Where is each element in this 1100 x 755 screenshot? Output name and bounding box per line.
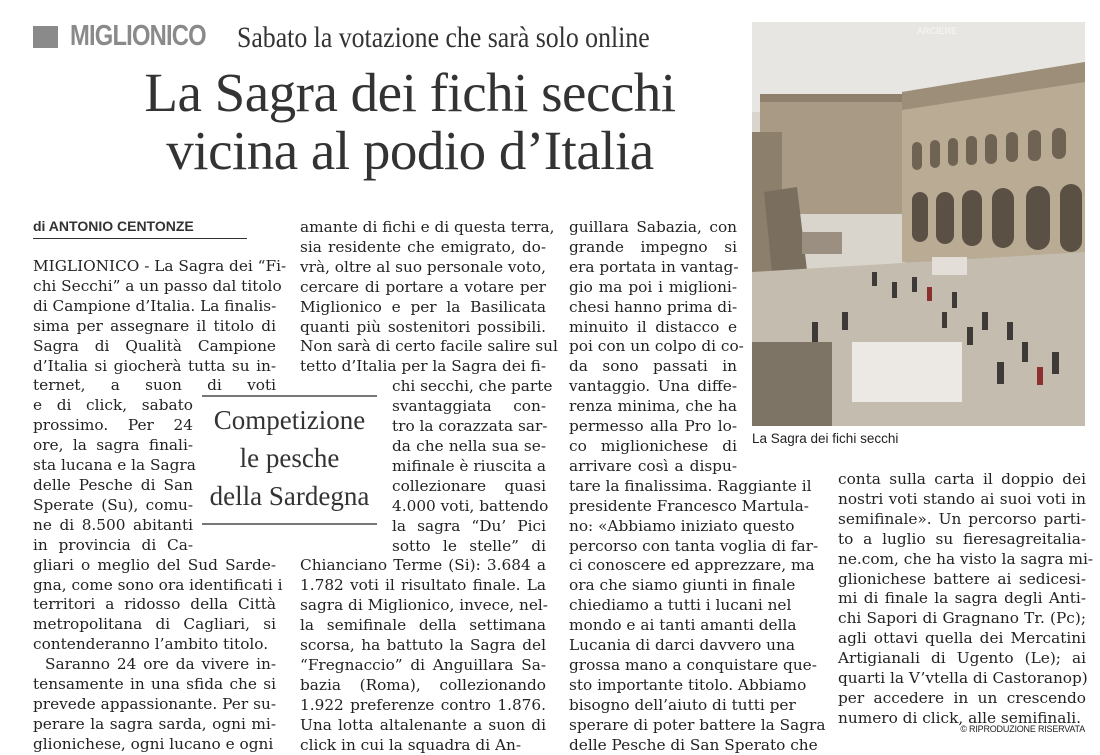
- article-line: poi con un colpo di co-: [569, 337, 744, 356]
- article-line: ore, la sagra finali-: [33, 436, 193, 455]
- article-line: amante di fichi e di questa terra,: [300, 218, 555, 236]
- article-line: nostri voti stando ai suoi voti in: [838, 489, 1086, 508]
- article-line: scorsa, ha battuto la Sagra del: [300, 636, 546, 655]
- article-line: glionichese, ogni lucano e ogni: [33, 734, 274, 753]
- article-photo: [752, 22, 1085, 426]
- article-line: vrà, oltre al suo personale voto,: [300, 257, 546, 276]
- article-line: ne di 8.500 abitanti: [33, 515, 193, 534]
- article-line: collezionare quasi: [392, 476, 546, 495]
- article-line: conta sulla carta il doppio dei: [838, 470, 1086, 488]
- article-line: chi secchi, che parte: [392, 377, 553, 396]
- article-line: percorso con tanta voglia di far-: [569, 536, 819, 555]
- kicker-location: MIGLIONICO: [70, 20, 206, 52]
- article-line: Non sarà di certo facile salire sul: [300, 337, 558, 356]
- article-line: chesi hanno prima di-: [569, 297, 738, 316]
- article-line: agli ottavi quella dei Mercatini: [838, 629, 1086, 648]
- article-column-4: [838, 470, 1094, 729]
- headline-line: vicina al podio d’Italia: [166, 120, 654, 181]
- article-line: Miglionico e per la Basilicata: [300, 297, 546, 316]
- article-line: ne.com, che ha visto la sagra mi-: [838, 549, 1094, 568]
- article-line: sagra di Miglionico, invece, nel-: [300, 596, 548, 615]
- copyright-notice: © RIPRODUZIONE RISERVATA: [960, 724, 1085, 734]
- article-line: chiediamo a tutti i lucani nel: [569, 596, 792, 615]
- article-line: Sperate (Su), comu-: [33, 495, 193, 514]
- headline-line: La Sagra dei fichi secchi: [144, 62, 676, 123]
- article-line: sima per assegnare il titolo di: [33, 316, 276, 335]
- article-line: perare la sagra sarda, ogni mi-: [33, 714, 276, 733]
- article-line: sto importante titolo. Abbiamo: [569, 675, 807, 694]
- article-line: tro la corazzata sar-: [392, 417, 548, 436]
- article-line: per accedere in un crescendo: [838, 688, 1086, 707]
- article-line: quarti la V’vtella di Castoranop): [838, 669, 1088, 688]
- article-line: no: «Abbiamo iniziato questo: [569, 516, 795, 535]
- article-line: da che nella sua se-: [392, 436, 546, 455]
- article-line: mi di finale la sagra degli Anti-: [838, 589, 1086, 608]
- article-line: tensamente in una sfida che si: [33, 675, 276, 694]
- pull-quote-line: della Sardegna: [209, 481, 370, 511]
- article-line: prossimo. Per 24: [33, 416, 193, 435]
- article-line: presidente Francesco Martula-: [569, 496, 809, 515]
- article-line: ora che siamo giunti in finale: [569, 576, 796, 595]
- article-line: guillara Sabazia, con: [569, 218, 737, 236]
- article-line: numero di click, alle semifinali.: [838, 708, 1082, 727]
- article-line: prevede appassionante. Per su-: [33, 694, 276, 713]
- article-line: grossa mano a conquistare que-: [569, 655, 817, 674]
- article-line: sta lucana e la Sagra: [33, 456, 196, 475]
- article-line: “Fregnaccio” di Anguillara Sa-: [300, 655, 546, 674]
- article-line: la sagra “Du’ Pici: [392, 516, 546, 535]
- article-line: gliari o meglio del Sud Sarde-: [33, 555, 276, 574]
- article-line: tare la finalissima. Raggiante il: [569, 476, 812, 495]
- article-line: grande impegno si: [569, 237, 737, 256]
- article-line: renza minima, che ha: [569, 397, 737, 416]
- article-line: gna, come sono ora identificati i: [33, 575, 283, 594]
- article-line: delle Pesche di San: [33, 475, 193, 494]
- pull-quote-line: Competizione: [213, 405, 366, 435]
- article-line: Artigianali di Ugento (Le); ai: [838, 649, 1086, 668]
- article-line: to a luglio su fieresagreitalia-: [838, 529, 1086, 548]
- article-line: la semifinale della settimana: [300, 616, 546, 635]
- article-line: sotto le stelle” di: [392, 536, 546, 555]
- article-line: 1.922 preferenze contro 1.876.: [300, 695, 546, 714]
- photo-caption: La Sagra dei fichi secchi: [752, 431, 899, 446]
- article-line: metropolitana di Cagliari, si: [33, 615, 276, 634]
- article-line: mondo e ai tanti amanti della: [569, 616, 797, 635]
- article-line: click in cui la squadra di An-: [300, 735, 522, 754]
- article-line: chi Sapori di Gragnano Tr. (Pc);: [838, 609, 1086, 628]
- article-line: semifinale». Un percorso parti-: [838, 509, 1086, 528]
- article-line: bisogno dell’aiuto di tutti per: [569, 695, 796, 714]
- article-line: e di click, sabato: [33, 396, 193, 415]
- article-line: svantaggiata con-: [392, 397, 546, 416]
- article-line: arrivare così a dispu-: [569, 456, 737, 475]
- article-line: territori a ridosso della Città: [33, 595, 276, 614]
- pull-quote: [202, 395, 377, 525]
- article-line: Saranno 24 ore da vivere in-: [45, 655, 276, 674]
- article-line: cercare di portare a votare per: [300, 277, 546, 296]
- pull-quote-line: le pesche: [239, 443, 340, 473]
- article-line: 4.000 voti, battendo: [392, 496, 549, 515]
- article-line: Chianciano Terme (Si): 3.684 a: [300, 556, 546, 575]
- article-line: contenderanno l’ambito titolo.: [33, 635, 269, 654]
- article-line: d’Italia si giocherà tutta su in-: [33, 356, 276, 375]
- article-line: vantaggio. Una diffe-: [569, 377, 737, 396]
- article-line: permesso alla Pro lo-: [569, 417, 737, 436]
- article-line: chi Secchi” a un passo dal titolo: [33, 276, 282, 295]
- article-line: quanti più sostenitori possibili.: [300, 317, 546, 336]
- article-line: in provincia di Ca-: [33, 535, 193, 554]
- article-line: bazia (Roma), collezionando: [300, 675, 546, 694]
- subheadline: Sabato la votazione che sarà solo online: [237, 21, 650, 54]
- byline-rule: [33, 238, 247, 239]
- article-line: gio ma poi i miglioni-: [569, 277, 737, 296]
- article-line: sperare di poter battere la Sagra: [569, 715, 826, 734]
- article-line: delle Pesche di San Sperato che: [569, 735, 818, 754]
- article-line: da sono passati in: [569, 357, 737, 376]
- article-line: sia residente che emigrato, do-: [300, 237, 546, 256]
- article-line: glionichese battere ai sedicesi-: [838, 569, 1086, 588]
- article-line: minuito il distacco e: [569, 317, 737, 336]
- article-line: MIGLIONICO - La Sagra dei “Fi-: [33, 257, 287, 275]
- byline: di ANTONIO CENTONZE: [33, 218, 194, 234]
- article-line: mifinale è riuscita a: [392, 456, 546, 475]
- section-marker: [33, 26, 58, 48]
- headline: [70, 64, 750, 180]
- article-line: ternet, a suon di voti: [33, 376, 276, 395]
- article-line: ci conoscere ed apprezzare, ma: [569, 556, 815, 575]
- article-line: Una lotta altalenante a suon di: [300, 715, 546, 734]
- article-line: Sagra di Qualità Campione: [33, 336, 276, 355]
- photo-watermark: ARCIERE: [917, 26, 958, 36]
- article-line: 1.782 voti il risultato finale. La: [300, 576, 546, 595]
- article-line: di Campione d’Italia. La finalis-: [33, 296, 277, 315]
- article-line: Lucania di darci davvero una: [569, 636, 795, 655]
- article-line: co miglionichese di: [569, 436, 737, 455]
- castle-courtyard-image: [752, 22, 1085, 426]
- article-line: tetto d’Italia per la Sagra dei fi-: [300, 357, 546, 376]
- article-line: era portata in vantag-: [569, 257, 739, 276]
